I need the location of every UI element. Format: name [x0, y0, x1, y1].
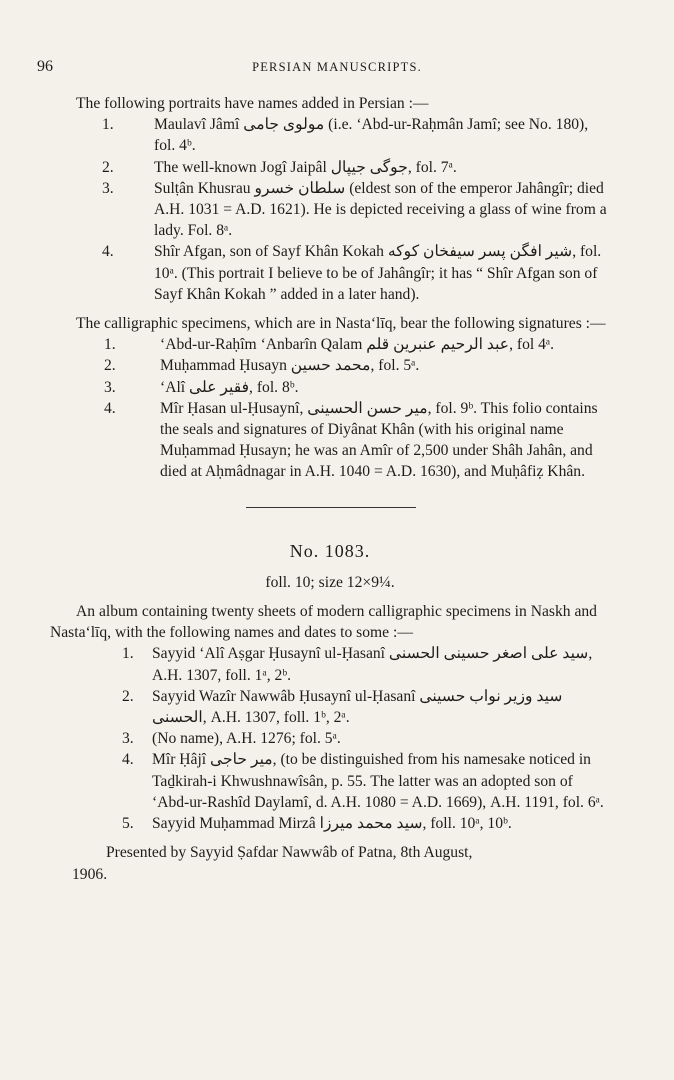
item-number: 3.	[102, 179, 114, 197]
item-text: Muḥammad Ḥusayn محمد حسین, fol. 5ᵃ.	[160, 357, 420, 375]
item-text: Mîr Ḥasan ul-Ḥusaynî, میر حسن الحسینی, fol. 9ᵇ. This folio contains the seals and signatures of Diyânat Khân (with his original name Muḥammad Ḥusayn; he was an Amîr of 2,500 under Shâh Jahân, and died at Aḥmâdnagar in A.H. 1040 = A.D. 1630), and Muḥâfiẓ Khân.	[160, 399, 598, 481]
item-text: Maulavî Jâmî مولوی جامی (i.e. ‘Abd-ur-Raḥmân Jamî; see No. 180), fol. 4ᵇ.	[154, 116, 589, 155]
section-divider	[50, 483, 610, 533]
portraits-intro: The following portraits have names added in Persian :—	[76, 95, 429, 112]
page-body	[50, 93, 610, 885]
list-item	[50, 728, 610, 749]
item-text: Sayyid ‘Alî Aṣgar Ḥusaynî ul-Ḥasanî سید علی اصغر حسینی الحسنی, A.H. 1307, foll. 1ᵃ, 2ᵇ.	[152, 645, 593, 684]
entry-number: No. 1083.	[289, 540, 371, 561]
item-number: 4.	[102, 243, 114, 261]
list-item	[50, 178, 610, 242]
item-text: (No name), A.H. 1276; fol. 5ᵃ.	[152, 730, 341, 748]
list-item	[50, 355, 610, 376]
item-number: 1.	[122, 645, 134, 663]
calligraphy-intro: The calligraphic specimens, which are in Nasta‘līq, bear the following signatures :—	[76, 315, 606, 333]
item-text: Sulṭân Khusrau سلطان خسرو (eldest son of the emperor Jahângîr; died A.H. 1031 = A.D. 1621). He is depicted receiving a glass of wine from a lady. Fol. 8ᵃ.	[154, 179, 607, 240]
item-text: ‘Abd-ur-Raḥîm ‘Anbarîn Qalam عبد الرحیم عنبرین قلم, fol 4ᵃ.	[160, 336, 555, 354]
item-number: 4.	[122, 751, 134, 769]
item-number: 1.	[102, 116, 114, 134]
item-number: 2.	[104, 357, 116, 375]
item-text: Sayyid Wazîr Nawwâb Ḥusaynî ul-Ḥasanî سید وزیر نواب حسینی الحسنی, A.H. 1307, foll. 1ᵇ, 2ᵃ.	[152, 687, 563, 727]
list-item	[50, 643, 610, 685]
item-number: 3.	[122, 730, 134, 748]
page-header	[0, 58, 674, 78]
list-item	[50, 398, 610, 483]
list-item	[50, 334, 610, 355]
item-number: 1.	[104, 336, 116, 354]
list-item	[50, 157, 610, 178]
portraits-list	[50, 114, 610, 305]
calligraphy-list	[50, 334, 610, 482]
presentation-note: Presented by Sayyid Ṣafdar Nawwâb of Patna, 8th August,	[106, 844, 473, 862]
item-number: 3.	[104, 378, 116, 396]
page-number: 96	[37, 58, 53, 75]
list-item	[50, 241, 610, 305]
item-text: Mîr Ḥâjî میر حاجی, (to be distinguished from his namesake noticed in Taḏkirah-i Khwushnawîsân, p. 55. The latter was an adopted son of ‘Abd-ur-Rashîd Daylamî, d. A.H. 1080 = A.D. 1669), A.H. 1191, fol. 6ᵃ.	[152, 751, 604, 811]
item-text: Shîr Afgan, son of Sayf Khân Kokah شیر افگن پسر سیفخان کوکه, fol. 10ᵃ. (This portrait I believe to be of Jahângîr; it has “ Shîr Afgan son of Sayf Khân Kokah ” added in a later hand).	[154, 243, 602, 303]
item-number: 5.	[122, 815, 134, 833]
entry-intro: An album containing twenty sheets of modern calligraphic specimens in Naskh and Nasta‘līq, with the following names and dates to some :—	[50, 603, 597, 642]
item-text: Sayyid Muḥammad Mirzâ سید محمد میرزا, foll. 10ᵃ, 10ᵇ.	[152, 815, 512, 833]
item-number: 2.	[122, 687, 134, 705]
list-item	[50, 114, 610, 156]
list-item	[50, 813, 610, 834]
list-item	[50, 686, 610, 728]
item-text: The well-known Jogî Jaipâl جوگی جیپال, fol. 7ᵃ.	[154, 158, 457, 176]
list-item	[50, 377, 610, 398]
presentation-year: 1906.	[72, 865, 108, 883]
item-number: 4.	[104, 399, 116, 417]
entry-list	[50, 643, 610, 834]
item-number: 2.	[102, 158, 114, 176]
list-item	[50, 749, 610, 813]
entry-size: foll. 10; size 12×9¼.	[265, 573, 395, 591]
item-text: ‘Alî فقیر علی, fol. 8ᵇ.	[160, 378, 299, 396]
running-head: PERSIAN MANUSCRIPTS.	[252, 60, 422, 74]
